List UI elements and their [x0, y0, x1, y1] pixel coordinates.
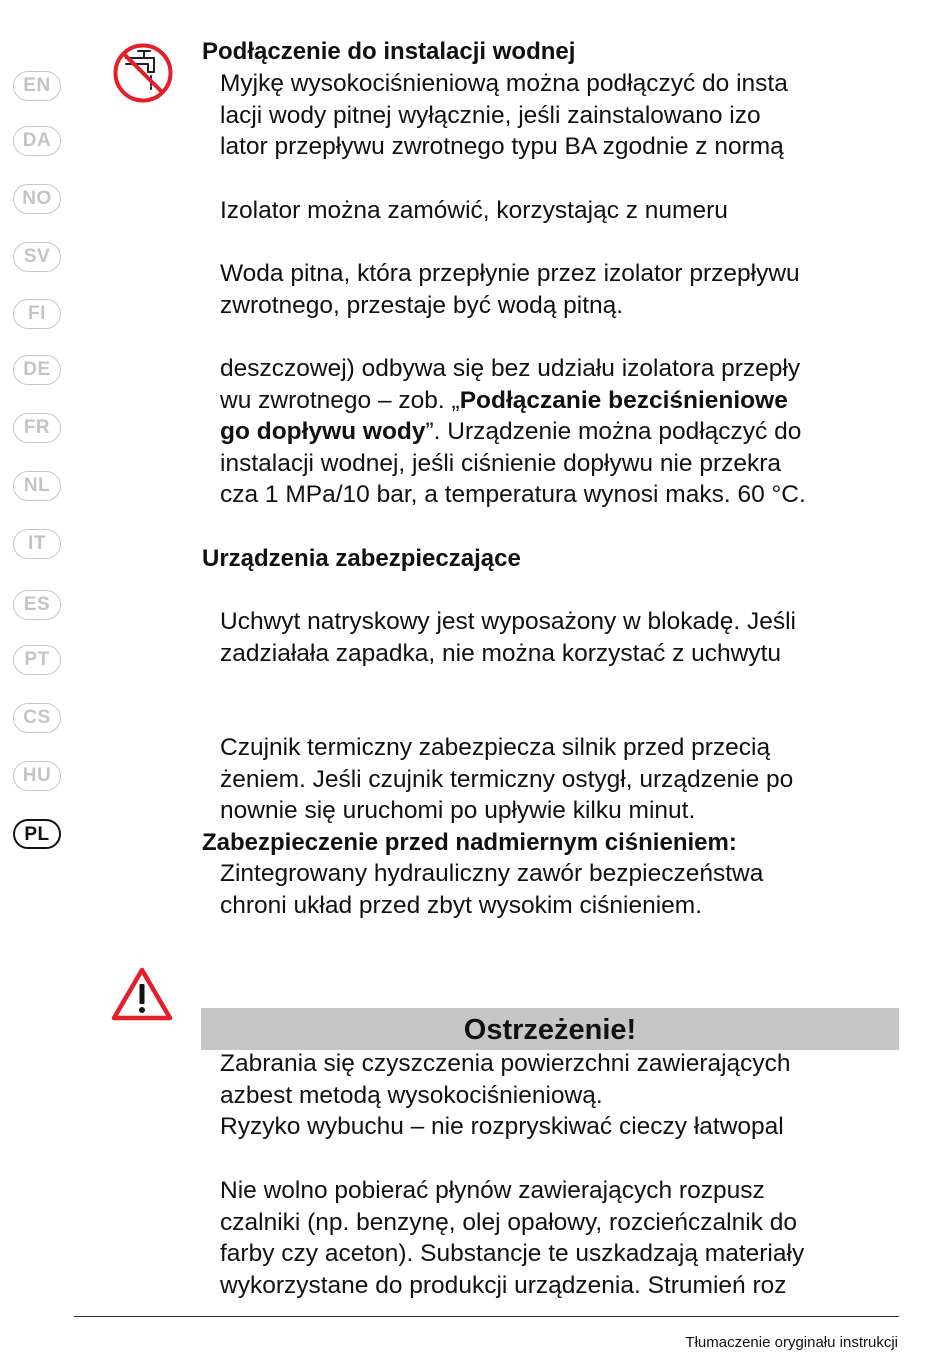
no-drinking-water-icon: [112, 42, 174, 104]
lang-badge-no[interactable]: NO: [13, 184, 61, 214]
safety-devices-heading: Urządzenia zabezpieczające: [202, 545, 521, 572]
footer-caption: Tłumaczenie oryginału instrukcji: [685, 1334, 898, 1351]
footer-divider: [74, 1316, 899, 1317]
lang-badge-fi[interactable]: FI: [13, 299, 61, 329]
warning-title-bar: [201, 1008, 899, 1050]
water-paragraph-2: Izolator można zamówić, korzystając z numeru: [220, 197, 728, 224]
warning-title: Ostrzeżenie!: [463, 1014, 637, 1046]
lang-badge-it[interactable]: IT: [13, 529, 61, 559]
cross-reference-link[interactable]: Podłączanie bezciśnieniowe: [459, 386, 788, 414]
warning-paragraph-2: Nie wolno pobierać płynów zawierających rozpusz czalniki (np. benzynę, olej opałowy, rozcieńczalnik do farby czy aceton). Substancje te uszkadzają materiały wykorzystane do produkcji urządzenia. Strumień roz: [220, 1177, 805, 1299]
lang-badge-cs[interactable]: CS: [13, 703, 61, 733]
safety-paragraph-1: Uchwyt natryskowy jest wyposażony w blokadę. Jeśli zadziałała zapadka, nie można korzystać z uchwytu: [220, 608, 796, 667]
safety-paragraph-2: Czujnik termiczny zabezpiecza silnik przed przecią żeniem. Jeśli czujnik termiczny ostygł, urządzenie po nownie się uruchomi po upływie kilku minut.: [220, 734, 794, 824]
lang-badge-sv[interactable]: SV: [13, 242, 61, 272]
lang-badge-en[interactable]: EN: [13, 71, 61, 101]
warning-triangle-icon: [110, 966, 174, 1022]
water-paragraph-4: deszczowej) odbywa się bez udziału izolatora przepły wu zwrotnego – zob. „Podłączanie bezciśnieniowe go dopływu wody”. Urządzenie można podłączyć do instalacji wodnej, jeśli ciśnienie dopływu nie przekra cza 1 MPa/10 bar, a temperatura wynosi maks. 60 °C.: [220, 355, 806, 508]
lang-badge-hu[interactable]: HU: [13, 761, 61, 791]
lang-badge-pl[interactable]: PL: [13, 819, 61, 849]
lang-badge-es[interactable]: ES: [13, 590, 61, 620]
overpressure-heading: Zabezpieczenie przed nadmiernym ciśnieniem:: [202, 829, 737, 856]
warning-paragraph-1: Zabrania się czyszczenia powierzchni zawierających azbest metodą wysokociśnieniową. Ryzyko wybuchu – nie rozpryskiwać cieczy łatwopal: [220, 1050, 791, 1140]
water-paragraph-1: Myjkę wysokociśnieniową można podłączyć do insta lacji wody pitnej wyłącznie, jeśli zainstalowano izo lator przepływu zwrotnego typu BA zgodnie z normą: [220, 70, 788, 160]
lang-badge-pt[interactable]: PT: [13, 645, 61, 675]
cross-reference-link-continued[interactable]: go dopływu wody: [220, 418, 426, 445]
overpressure-paragraph: Zintegrowany hydrauliczny zawór bezpieczeństwa chroni układ przed zbyt wysokim ciśnieniem.: [220, 860, 764, 919]
water-paragraph-3: Woda pitna, która przepłynie przez izolator przepływu zwrotnego, przestaje być wodą pitną.: [220, 260, 800, 319]
lang-badge-da[interactable]: DA: [13, 126, 61, 156]
lang-badge-de[interactable]: DE: [13, 355, 61, 385]
lang-badge-fr[interactable]: FR: [13, 413, 61, 443]
water-connection-heading: Podłączenie do instalacji wodnej: [202, 38, 576, 65]
lang-badge-nl[interactable]: NL: [13, 471, 61, 501]
